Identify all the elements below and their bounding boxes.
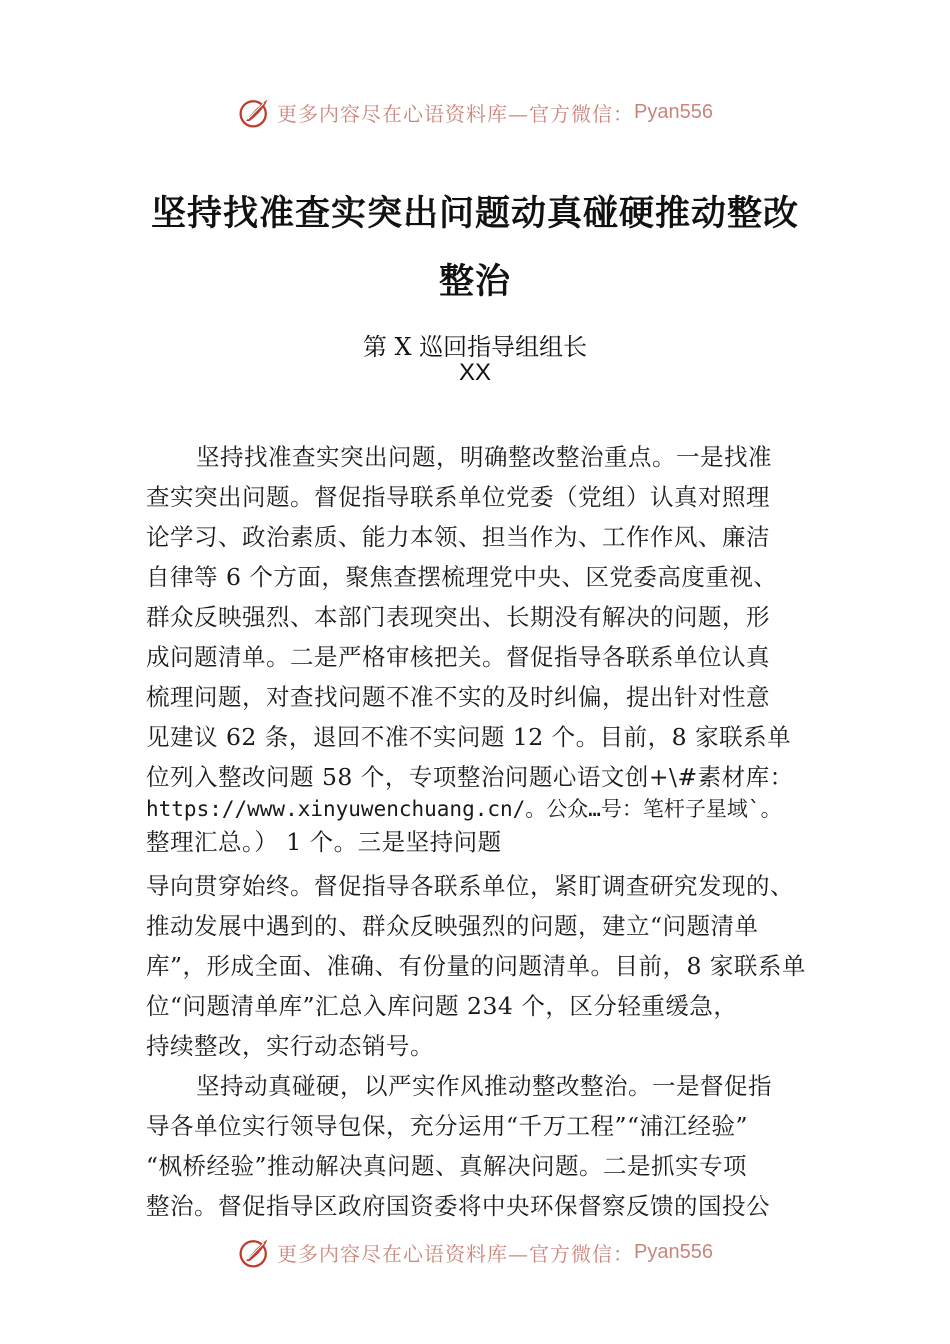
body-line: 梳理问题，对查找问题不准不实的及时纠偏，提出针对性意 bbox=[146, 683, 770, 711]
body-line: 导各单位实行领导包保，充分运用“千万工程”“浦江经验” bbox=[146, 1112, 749, 1140]
body-line: 库”，形成全面、准确、有份量的问题清单。目前，8 家联系单 bbox=[146, 952, 806, 980]
body-line: 位列入整改问题 58 个，专项整治问题心语文创+\#素材库： bbox=[146, 763, 794, 791]
body-line: 坚持动真碰硬，以严实作风推动整改整治。一是督促指 bbox=[196, 1072, 772, 1100]
quill-logo-icon bbox=[237, 94, 273, 130]
body-line-url: https://www.xinyuwenchuang.cn/。公众…号：笔杆子星域`。 bbox=[146, 797, 782, 821]
body-line: 整理汇总。） 1 个。三是坚持问题 bbox=[146, 828, 502, 856]
watermark-text: 更多内容尽在心语资料库—官方微信： bbox=[277, 101, 635, 126]
watermark-banner-top bbox=[0, 92, 950, 132]
watermark-wechat-id: Pyan556 bbox=[634, 1240, 713, 1263]
document-title-line-2: 整治 bbox=[438, 262, 511, 302]
body-line: 持续整改，实行动态销号。 bbox=[146, 1032, 434, 1060]
body-line: 见建议 62 条，退回不准不实问题 12 个。目前，8 家联系单 bbox=[146, 723, 792, 751]
author-name: XX bbox=[458, 359, 491, 386]
document-title-line-1: 坚持找准查实突出问题动真碰硬推动整改 bbox=[150, 194, 799, 234]
body-line: 坚持找准查实突出问题，明确整改整治重点。一是找准 bbox=[196, 443, 772, 471]
body-line: 推动发展中遇到的、群众反映强烈的问题，建立“问题清单 bbox=[146, 912, 759, 940]
body-line: 导向贯穿始终。督促指导各联系单位，紧盯调查研究发现的、 bbox=[146, 872, 794, 900]
body-line: 自律等 6 个方面，聚焦查摆梳理党中央、区党委高度重视、 bbox=[146, 563, 778, 591]
body-line: “枫桥经验”推动解决真问题、真解决问题。二是抓实专项 bbox=[146, 1152, 748, 1180]
quill-logo-icon bbox=[237, 1234, 273, 1270]
body-line: 整治。督促指导区政府国资委将中央环保督察反馈的国投公 bbox=[146, 1192, 770, 1220]
watermark-banner-bottom bbox=[0, 1232, 950, 1272]
author-role: 第 X 巡回指导组组长 bbox=[362, 333, 588, 361]
body-line: 论学习、政治素质、能力本领、担当作为、工作作风、廉洁 bbox=[146, 523, 770, 551]
watermark-text: 更多内容尽在心语资料库—官方微信： bbox=[277, 1241, 635, 1266]
body-line: 群众反映强烈、本部门表现突出、长期没有解决的问题，形 bbox=[146, 603, 770, 631]
body-line: 成问题清单。二是严格审核把关。督促指导各联系单位认真 bbox=[146, 643, 770, 671]
body-line: 查实突出问题。督促指导联系单位党委（党组）认真对照理 bbox=[146, 483, 770, 511]
watermark-wechat-id: Pyan556 bbox=[634, 100, 713, 123]
body-line: 位“问题清单库”汇总入库问题 234 个，区分轻重缓急， bbox=[146, 992, 738, 1020]
